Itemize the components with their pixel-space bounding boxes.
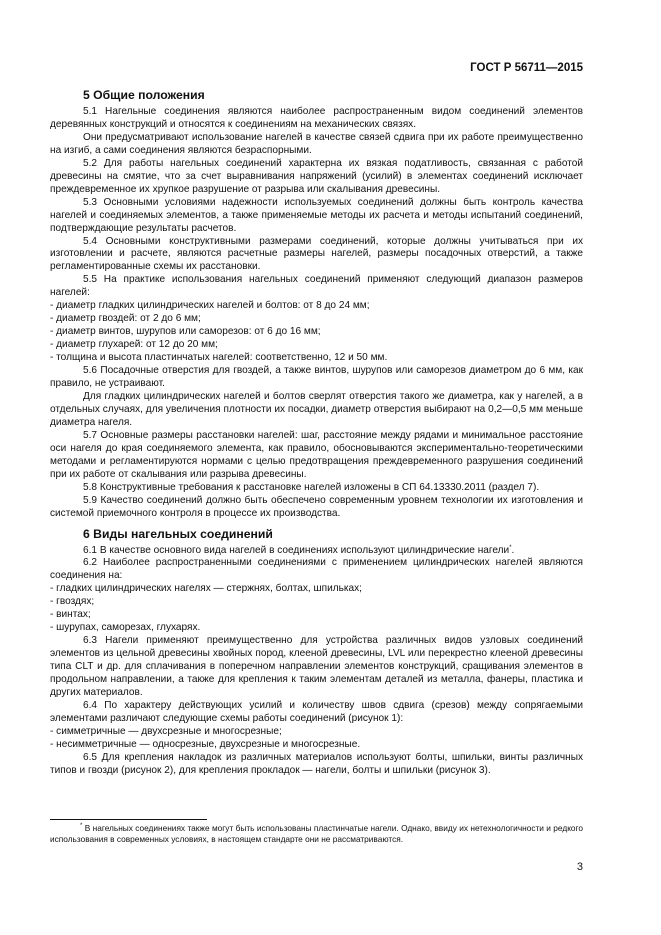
paragraph	[50, 365, 583, 391]
paragraph	[50, 700, 583, 726]
list-item	[50, 596, 583, 609]
paragraph	[50, 545, 583, 558]
paragraph-text: - толщина и высота пластинчатых нагелей: соответственно, 12 и 50 мм.	[50, 352, 388, 364]
section-title: 5 Общие положения	[83, 88, 205, 102]
section-title: 6 Виды нагельных соединений	[83, 526, 273, 541]
paragraph-text: - гладких цилиндрических нагелях — стержнях, болтах, шпильках;	[50, 583, 362, 595]
paragraph-text: 6.5 Для крепления накладок из различных материалов используют болты, шпильки, винты различных типов и гвозди (рисунок 2), для крепления прокладок — нагели, болты и шпильки (рисунок 3).	[50, 751, 583, 776]
paragraph	[50, 158, 583, 197]
list-item	[50, 726, 583, 739]
list-item	[50, 326, 583, 339]
paragraph-text: 6.4 По характеру действующих усилий и количеству швов сдвига (срезов) между сопрягаемыми элементами различают следующие схемы работы соединений (рисунок 1):	[50, 699, 583, 724]
list-item	[50, 313, 583, 326]
paragraph-text: 5.1 Нагельные соединения являются наиболее распространенным видом соединений элементов деревянных конструкций и относятся к соединениям на механических связях.	[50, 106, 583, 130]
paragraph-text: - диаметр гладких цилиндрических нагелей и болтов: от 8 до 24 мм;	[50, 300, 370, 312]
list-item	[50, 609, 583, 622]
paragraph	[50, 752, 583, 778]
paragraph	[50, 557, 583, 583]
paragraph	[50, 391, 583, 430]
paragraph-text: - гвоздях;	[50, 596, 95, 608]
paragraph	[50, 482, 583, 495]
paragraph	[50, 132, 583, 158]
paragraph-text: - винтах;	[50, 609, 91, 621]
paragraph-text: - несимметричные — односрезные, двухсрезные и многосрезные.	[50, 738, 361, 750]
paragraph-text: 5.2 Для работы нагельных соединений характерна их вязкая податливость, связанная с работой древесины на смятие, что за счет выравнивания напряжений (усилий) в элементах соединений исключает преждевременное их хрупкое разрушение от разрыва или скалывания древесины.	[50, 157, 583, 195]
paragraph-text: 5.6 Посадочные отверстия для гвоздей, а также винтов, шурупов или саморезов диаметром до 6 мм, как правило, не устраивают.	[50, 365, 583, 390]
standard-header: ГОСТ Р 56711—2015	[470, 62, 583, 74]
paragraph-text: - шурупах, саморезах, глухарях.	[50, 622, 201, 634]
document-body	[50, 88, 583, 778]
list-item	[50, 339, 583, 352]
paragraph-text: 6.3 Нагели применяют преимущественно для устройства различных видов узловых соединений элементов из цельной древесины хвойных пород, клееной древесины, LVL или перекрестно клееной древесины типа CLT и др. для сплачивания в поперечном направлении элементов конструкций, сращивания элементов в продольном направлении, а также для крепления к таким элементам деталей из металла, фанеры, пластика и других материалов.	[50, 635, 583, 698]
paragraph	[50, 106, 583, 132]
paragraph	[50, 197, 583, 236]
paragraph-text: Они предусматривают использование нагелей в качестве связей сдвига при их работе преимущественно на изгиб, а сами соединения являются безраспорными.	[50, 131, 583, 156]
paragraph-text: 6.1 В качестве основного вида нагелей в соединениях используют цилиндрические нагели	[83, 544, 510, 556]
paragraph-text: 5.5 На практике использования нагельных соединений применяют следующий диапазон размеров нагелей:	[50, 274, 583, 299]
paragraph	[50, 274, 583, 300]
paragraph-text: 5.4 Основными конструктивными размерами соединений, которые должны учитываться при их изготовлении и расчете, являются расчетные размеры нагелей, размеры посадочных отверстий, а также регламентированные схемы их расстановки.	[50, 235, 583, 273]
paragraph	[50, 495, 583, 521]
paragraph-text: - диаметр глухарей: от 12 до 20 мм;	[50, 339, 218, 351]
footnote-text: В нагельных соединениях также могут быть использованы пластинчатые нагели. Однако, ввиду их нетехнологичности и редкого использования в современных условиях, в настоящем стандарте они не рассматриваются.	[50, 823, 583, 844]
footnote-marker: *	[80, 823, 83, 829]
footnote-reference: *	[509, 544, 512, 551]
paragraph-text: 5.3 Основными условиями надежности используемых соединений должны быть контроль качества нагелей и соединяемых элементов, а также применяемые методы их расчета и методы испытаний соединений, подтверждающие результаты расчетов.	[50, 196, 583, 234]
list-item	[50, 583, 583, 596]
paragraph	[50, 236, 583, 275]
list-item	[50, 352, 583, 365]
paragraph-text: - симметричные — двухсрезные и многосрезные;	[50, 725, 282, 737]
paragraph-text: Для гладких цилиндрических нагелей и болтов сверлят отверстия такого же диаметра, как у нагелей, а в отдельных случаях, для увеличения плотности их посадки, диаметр отверстия выбирают на 0,2—0,5 мм меньше диаметра нагеля.	[50, 390, 583, 428]
page-number: 3	[576, 861, 583, 873]
footnote-divider	[50, 819, 207, 820]
paragraph-text: 5.7 Основные размеры расстановки нагелей: шаг, расстояние между рядами и минимальное расстояние оси нагеля до края соединяемого элемента, как правило, обосновываются экспериментально-теоретическими методами и регламентируются нормами с целью предотвращения преждевременного разрушения соединений при их работе от скалывания или разрыва древесины.	[50, 429, 583, 480]
paragraph-text: 5.8 Конструктивные требования к расстановке нагелей изложены в СП 64.13330.2011 (раздел 7).	[83, 481, 540, 493]
paragraph	[50, 430, 583, 482]
paragraph-text: 5.9 Качество соединений должно быть обеспечено современным уровнем технологии их изготовления и системой приемочного контроля в процессе их производства.	[50, 494, 583, 519]
paragraph-text: 6.2 Наиболее распространенными соединениями с применением цилиндрических нагелей являются соединения на:	[50, 557, 583, 582]
list-item	[50, 622, 583, 635]
paragraph	[50, 635, 583, 700]
paragraph-tail: .	[511, 544, 515, 556]
footnote	[50, 823, 583, 845]
paragraph-text: - диаметр винтов, шурупов или саморезов: от 6 до 16 мм;	[50, 326, 321, 338]
list-item	[50, 739, 583, 752]
list-item	[50, 300, 583, 313]
paragraph-text: - диаметр гвоздей: от 2 до 6 мм;	[50, 313, 201, 325]
